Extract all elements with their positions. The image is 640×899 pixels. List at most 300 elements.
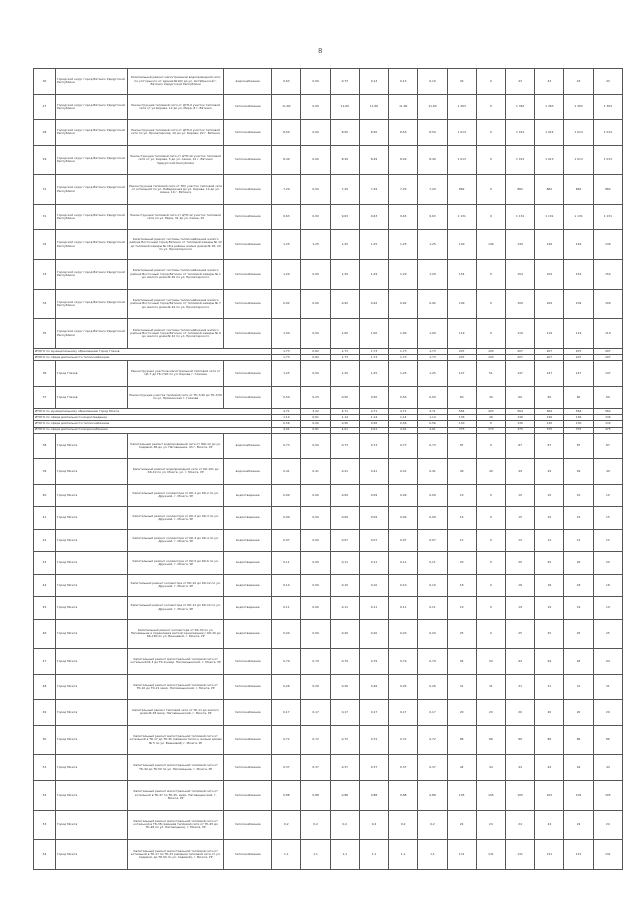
value-cell: 86 (506, 725, 535, 755)
value-cell: 0,73 (330, 433, 359, 459)
value-cell: 8,49 (389, 145, 418, 175)
row-number: 33 (34, 260, 56, 290)
value-cell: 7,29 (389, 175, 418, 205)
value-cell: 18 (447, 574, 476, 596)
value-cell: 0,10 (418, 69, 447, 95)
municipality-cell: Городской округ город Вятинск Удмуртской Республики (56, 289, 128, 319)
value-cell: 11,60 (389, 94, 418, 120)
value-cell: 0,73 (418, 433, 447, 459)
value-cell: 44 (476, 755, 505, 781)
value-cell: 31 (506, 674, 535, 700)
value-cell: 119 (535, 319, 564, 349)
summary-value-cell: 130 (506, 421, 535, 427)
value-cell: 0,09 (389, 484, 418, 506)
value-cell: 147 (447, 361, 476, 387)
value-cell: 1 014 (447, 120, 476, 146)
value-cell: 0 (476, 507, 505, 529)
project-description-cell: Капитальный ремонт коллектора от КК-2 до КК-3 по ул. Дружной, г. Можга, УР (128, 507, 224, 529)
value-cell: 8,49 (272, 145, 301, 175)
utility-type-cell: водоснабжение (224, 459, 272, 485)
value-cell: 0,20 (389, 619, 418, 649)
summary-label: ИТОГО по муниципальному образованию Город Можга (34, 409, 272, 415)
value-cell: 0,00 (301, 619, 330, 649)
value-cell: 0,72 (359, 725, 388, 755)
value-cell: 882 (447, 175, 476, 205)
summary-value-cell: 423 (476, 409, 505, 415)
value-cell: 0,00 (301, 204, 330, 230)
municipality-cell: Город Глазов (56, 386, 128, 408)
value-cell: 0,17 (389, 700, 418, 726)
value-cell: 1,00 (418, 319, 447, 349)
summary-value-cell: 4,01 (330, 427, 359, 433)
utility-type-cell: водоотведение (224, 552, 272, 574)
value-cell: 0,73 (359, 433, 388, 459)
value-cell: 0,37 (272, 755, 301, 781)
row-number: 41 (34, 507, 56, 529)
value-cell: 1 014 (564, 120, 593, 146)
value-cell: 11,60 (418, 94, 447, 120)
table-row (34, 94, 623, 120)
municipality-cell: Город Можга (56, 674, 128, 700)
row-number: 28 (34, 120, 56, 146)
value-cell: 0,00 (301, 289, 330, 319)
value-cell: 1,25 (301, 230, 330, 260)
value-cell: 15 (593, 507, 622, 529)
value-cell: 0 (476, 260, 505, 290)
summary-value-cell: 207 (506, 348, 535, 354)
value-cell: 0,41 (301, 459, 330, 485)
utility-type-cell: теплоснабжение (224, 94, 272, 120)
utility-type-cell: теплоснабжение (224, 120, 272, 146)
summary-label: ИТОГО по сфере деятельности водоотведение (34, 415, 272, 421)
summary-value-cell: 1,73 (389, 355, 418, 361)
value-cell: 0,10 (389, 574, 418, 596)
value-cell: 131 (447, 840, 476, 870)
value-cell: 0,41 (359, 459, 388, 485)
value-cell: 0,79 (418, 649, 447, 675)
value-cell: 94 (564, 649, 593, 675)
value-cell: 1,00 (389, 319, 418, 349)
value-cell: 105 (564, 780, 593, 810)
value-cell: 0,07 (330, 529, 359, 551)
value-cell: 18 (564, 574, 593, 596)
value-cell: 0,17 (330, 700, 359, 726)
summary-value-cell: 1,73 (359, 355, 388, 361)
value-cell: 0,11 (418, 552, 447, 574)
project-description-cell: Капитальный ремонт тепловой сети от ТК-11 до жилого дома № 28 микр. Наговицынский, г. Можга, УР (128, 700, 224, 726)
value-cell: 1 131 (593, 204, 622, 230)
value-cell: 0,41 (389, 459, 418, 485)
utility-type-cell: теплоснабжение (224, 260, 272, 290)
summary-label: ИТОГО по сфере деятельности теплоснабжение (34, 421, 272, 427)
utility-type-cell: теплоснабжение (224, 204, 272, 230)
value-cell: 0,00 (301, 120, 330, 146)
municipality-cell: Город Можга (56, 484, 128, 506)
value-cell: 0,20 (330, 619, 359, 649)
value-cell: 0,92 (359, 289, 388, 319)
municipality-cell: Городской округ город Вятинск Удмуртской Республики (56, 175, 128, 205)
municipality-cell: Город Можга (56, 552, 128, 574)
summary-value-cell: 4,01 (272, 427, 301, 433)
value-cell: 1,29 (330, 260, 359, 290)
summary-value-cell: 1,73 (389, 348, 418, 354)
table-row (34, 840, 623, 870)
value-cell: 0 (476, 574, 505, 596)
value-cell: 20 (447, 552, 476, 574)
value-cell: 0,26 (389, 674, 418, 700)
value-cell: 25 (564, 619, 593, 649)
value-cell: 44 (593, 755, 622, 781)
value-cell: 12 (564, 529, 593, 551)
value-cell: 87 (535, 433, 564, 459)
value-cell: 149 (506, 230, 535, 260)
value-cell: 0,09 (272, 484, 301, 506)
value-cell: 0,13 (389, 69, 418, 95)
value-cell: 147 (535, 361, 564, 387)
summary-value-cell: 3,22 (301, 409, 330, 415)
value-cell: 0,50 (272, 386, 301, 408)
summary-value-cell: 1,14 (389, 415, 418, 421)
utility-type-cell: теплоснабжение (224, 755, 272, 781)
value-cell: 1,00 (330, 319, 359, 349)
value-cell: 1 131 (564, 204, 593, 230)
value-cell: 19 (564, 597, 593, 619)
value-cell: 0 (476, 433, 505, 459)
utility-type-cell: теплоснабжение (224, 649, 272, 675)
value-cell: 0,88 (359, 780, 388, 810)
row-number: 30 (34, 69, 56, 95)
value-cell: 0,2 (301, 810, 330, 840)
value-cell: 1,1 (389, 840, 418, 870)
table-row (34, 810, 623, 840)
page-number: 8 (318, 47, 323, 55)
municipality-cell: Город Можга (56, 725, 128, 755)
summary-value-cell: 375 (593, 427, 622, 433)
summary-value-cell: 564 (564, 409, 593, 415)
value-cell: 20 (593, 552, 622, 574)
summary-value-cell: 0,56 (418, 421, 447, 427)
value-cell: 0,11 (272, 597, 301, 619)
row-number: 31 (34, 204, 56, 230)
value-cell: 149 (535, 230, 564, 260)
project-description-cell: Капитальный ремонт магистральной тепловой сети от котельной в ТК-17 до ТК-45 (заменяя тепло к жилым домам № 5 по ул. Вишневой) г. Можга, УР (128, 725, 224, 755)
value-cell: 0 (476, 289, 505, 319)
value-cell: 43 (564, 69, 593, 95)
value-cell: 131 (564, 840, 593, 870)
summary-value-cell: 4,71 (418, 409, 447, 415)
value-cell: 20 (535, 700, 564, 726)
project-description-cell: Капитальный ремонт системы теплоснабжения жилого района Восточный город Вятинск от тепловой камеры № 6 до жилого дома № 42 по ул. Пролетарского (128, 319, 224, 349)
value-cell: 1 363 (447, 94, 476, 120)
value-cell: 0,2 (272, 810, 301, 840)
project-description-cell: Капитальный ремонт магистральной тепловой сети от ТК-10 до ТК-21 микр. Наговицынский, г. Можга, УР (128, 674, 224, 700)
value-cell: 0,11 (359, 552, 388, 574)
value-cell: 19 (506, 597, 535, 619)
value-cell: 0,25 (301, 386, 330, 408)
utility-type-cell: теплоснабжение (224, 810, 272, 840)
value-cell: 0,13 (359, 69, 388, 95)
project-description-cell: Реконструкция тепловой сети от ЦТП-9 участок тепловой сети по ул. Пролетарская, 10 до ул. Кирова, 20 г. Вятинск (128, 120, 224, 146)
row-number: 35 (34, 319, 56, 349)
summary-value-cell: 4,71 (359, 409, 388, 415)
summary-value-cell: 375 (535, 427, 564, 433)
value-cell: 12 (535, 529, 564, 551)
utility-type-cell: водоотведение (224, 507, 272, 529)
summary-value-cell: 207 (593, 348, 622, 354)
table-row (34, 619, 623, 649)
table-row (34, 69, 623, 95)
value-cell: 1 363 (535, 94, 564, 120)
value-cell: 0,2 (330, 810, 359, 840)
summary-label: ИТОГО по муниципальному образованию Город Глазов (34, 348, 272, 354)
value-cell: 1,00 (272, 319, 301, 349)
value-cell: 149 (564, 230, 593, 260)
project-description-cell: Капитальный ремонт магистральной тепловой сети от котельной в ТК-38 (заменяя тепловой сети от ТК-45 до ТК-48 по ул. Наговицына), г. Можга, УР (128, 810, 224, 840)
value-cell: 0,00 (301, 145, 330, 175)
summary-value-cell: 136 (506, 415, 535, 421)
value-cell: 109 (535, 289, 564, 319)
project-description-cell: Реконструкция участка тепловой сети от ТК-7/20 до ТК-7/20 по ул. Пряжинская г. Глазова (128, 386, 224, 408)
summary-value-cell: 136 (447, 415, 476, 421)
value-cell: 0,79 (301, 649, 330, 675)
value-cell: 43 (447, 69, 476, 95)
value-cell: 154 (447, 260, 476, 290)
value-cell: 0,72 (418, 725, 447, 755)
value-cell: 0,37 (301, 755, 330, 781)
project-description-cell: Капитальный ремонт системы теплоснабжения жилого района Восточный город Вятинск от тепловой камеры № 12 до тепловой камеры № 18 в районе жилых домов № 18, 20 по ул. Пролетарского (128, 230, 224, 260)
table-row (34, 120, 623, 146)
value-cell: 8,49 (359, 145, 388, 175)
value-cell: 1 013 (447, 145, 476, 175)
value-cell: 8,50 (389, 120, 418, 146)
project-description-cell: Капитальный ремонт системы теплоснабжения жилого района Восточный город Вятинск от тепловой камеры № 7 до жилого дома № 44 по ул. Пролетарского (128, 289, 224, 319)
summary-value-cell: 0,82 (301, 355, 330, 361)
value-cell: 1 014 (506, 120, 535, 146)
value-cell: 94 (506, 649, 535, 675)
row-number: 27 (34, 94, 56, 120)
municipality-cell: Город Можга (56, 780, 128, 810)
value-cell: 15 (564, 507, 593, 529)
value-cell: 131 (535, 840, 564, 870)
utility-type-cell: теплоснабжение (224, 386, 272, 408)
value-cell: 0,07 (359, 529, 388, 551)
utility-type-cell: теплоснабжение (224, 780, 272, 810)
value-cell: 87 (447, 433, 476, 459)
summary-value-cell: 0,56 (389, 421, 418, 427)
summary-value-cell: 136 (564, 415, 593, 421)
row-number: 46 (34, 619, 56, 649)
utility-type-cell: водоотведение (224, 484, 272, 506)
value-cell: 20 (506, 700, 535, 726)
summary-value-cell: 0 (476, 421, 505, 427)
municipality-cell: Городской округ город Вятинск Удмуртской Республики (56, 260, 128, 290)
value-cell: 882 (535, 175, 564, 205)
municipality-cell: Городской округ город Вятинск Удмуртской Республики (56, 204, 128, 230)
value-cell: 1 013 (506, 145, 535, 175)
value-cell: 0,00 (301, 574, 330, 596)
value-cell: 87 (564, 433, 593, 459)
value-cell: 20 (593, 700, 622, 726)
value-cell: 0,37 (418, 755, 447, 781)
value-cell: 154 (535, 260, 564, 290)
value-cell: 105 (535, 780, 564, 810)
value-cell: 0,09 (359, 507, 388, 529)
value-cell: 60 (447, 386, 476, 408)
summary-value-cell: 0,61 (301, 415, 330, 421)
utility-type-cell: теплоснабжение (224, 175, 272, 205)
value-cell: 11,60 (330, 94, 359, 120)
value-cell: 1,1 (330, 840, 359, 870)
summary-value-cell: 207 (564, 348, 593, 354)
summary-value-cell: 130 (447, 421, 476, 427)
value-cell: 131 (506, 840, 535, 870)
summary-value-cell: 4,71 (272, 409, 301, 415)
value-cell: 60 (506, 386, 535, 408)
value-cell: 0,17 (301, 700, 330, 726)
project-description-cell: Капитальный ремонт коллектора от КК-3 до КК-4 по ул. Дружной, г. Можга, УР (128, 529, 224, 551)
value-cell: 0,09 (330, 507, 359, 529)
summary-value-cell: 103 (476, 348, 505, 354)
value-cell: 1 131 (535, 204, 564, 230)
value-cell: 154 (506, 260, 535, 290)
value-cell: 0,07 (272, 529, 301, 551)
value-cell: 20 (564, 700, 593, 726)
value-cell: 9,63 (418, 204, 447, 230)
utility-type-cell: теплоснабжение (224, 725, 272, 755)
value-cell: 49 (535, 459, 564, 485)
row-number: 51 (34, 755, 56, 781)
municipality-cell: Город Можга (56, 840, 128, 870)
value-cell: 0,09 (272, 507, 301, 529)
value-cell: 49 (593, 459, 622, 485)
project-description-cell: Капитальный ремонт магистральной тепловой сети от ТК-40 до ТК-50 по ул. Наговицына, г. Можга, УР (128, 755, 224, 781)
table-row (34, 145, 623, 175)
value-cell: 60 (564, 386, 593, 408)
table-row (34, 674, 623, 700)
municipality-cell: Город Можга (56, 755, 128, 781)
table-row (34, 755, 623, 781)
value-cell: 0,50 (359, 386, 388, 408)
value-cell: 0,17 (359, 700, 388, 726)
value-cell: 0,11 (389, 552, 418, 574)
value-cell: 0,73 (389, 433, 418, 459)
project-description-cell: Капитальный ремонт водопроводной сети от ЖК-12 до ул. Садовой, 86 до ул. Наговицына, 43 г. Можга, УР (128, 433, 224, 459)
value-cell: 147 (564, 361, 593, 387)
table-row (34, 175, 623, 205)
value-cell: 0,00 (301, 175, 330, 205)
value-cell: 1,25 (330, 361, 359, 387)
value-cell: 0,88 (418, 780, 447, 810)
value-cell: 147 (506, 361, 535, 387)
value-cell: 7,29 (418, 175, 447, 205)
value-cell: 25 (593, 619, 622, 649)
municipality-cell: Город Можга (56, 459, 128, 485)
value-cell: 0,50 (418, 386, 447, 408)
value-cell: 109 (447, 289, 476, 319)
value-cell: 15 (447, 507, 476, 529)
municipality-cell: Город Можга (56, 529, 128, 551)
value-cell: 119 (447, 319, 476, 349)
value-cell: 0,00 (301, 361, 330, 387)
value-cell: 25 (447, 619, 476, 649)
value-cell: 0,63 (272, 69, 301, 95)
summary-value-cell: 4,71 (389, 409, 418, 415)
value-cell: 94 (593, 649, 622, 675)
value-cell: 94 (447, 649, 476, 675)
project-description-cell: Капитальный ремонт коллектора от КК-5 до КК-6 по ул. Дружной, г. Можга, УР (128, 552, 224, 574)
project-description-cell: Капитальный ремонт коллектора от КК-12 до КК-14 по ул. Дружной, г. Можга, УР (128, 597, 224, 619)
summary-value-cell: 375 (447, 427, 476, 433)
value-cell: 0,92 (330, 289, 359, 319)
table-row (34, 552, 623, 574)
value-cell: 1 013 (564, 145, 593, 175)
project-description-cell: Реконструкция тепловой сети от ТРС участок тепловой сети от котельной по ул. Набережная до ул. Кирова, 14 до ул. Азина, 19 г. Вятинск (128, 175, 224, 205)
summary-value-cell: 4,71 (330, 409, 359, 415)
value-cell: 1,1 (301, 840, 330, 870)
value-cell: 0,11 (418, 597, 447, 619)
value-cell: 12 (506, 529, 535, 551)
value-cell: 1,25 (389, 230, 418, 260)
value-cell: 11,60 (359, 94, 388, 120)
value-cell: 44 (564, 755, 593, 781)
value-cell: 86 (535, 725, 564, 755)
utility-type-cell: теплоснабжение (224, 700, 272, 726)
value-cell: 0,00 (301, 484, 330, 506)
row-number: 50 (34, 725, 56, 755)
project-description-cell: Реконструкция тепловой сети от ЦТП-12 участок тепловой сети по ул. Мира, 32 до ул. Азина, 10 (128, 204, 224, 230)
value-cell: 20 (564, 552, 593, 574)
value-cell: 0,07 (389, 529, 418, 551)
value-cell: 49 (447, 459, 476, 485)
value-cell: 105 (506, 780, 535, 810)
value-cell: 1,1 (418, 840, 447, 870)
value-cell: 0,09 (359, 484, 388, 506)
summary-value-cell: 207 (447, 355, 476, 361)
value-cell: 0,50 (330, 386, 359, 408)
value-cell: 8,50 (359, 120, 388, 146)
capital-repair-program-table (33, 68, 623, 870)
summary-value-cell: 1,73 (418, 348, 447, 354)
value-cell: 0,10 (272, 574, 301, 596)
project-description-cell: Реконструкция участков магистральной тепловой сети от ЦТ-7 до ТК-7/20 по ул. Кирова г. Глазова (128, 361, 224, 387)
municipality-cell: Городской округ город Вятинск Удмуртской Республики (56, 69, 128, 95)
utility-type-cell: теплоснабжение (224, 674, 272, 700)
value-cell: 0,00 (301, 433, 330, 459)
value-cell: 31 (476, 674, 505, 700)
project-description-cell: Капитальный ремонт водопроводной сети от КК-101 до КК-10 по ул. Можга, ул. г. Можга, УР (128, 459, 224, 485)
value-cell: 105 (476, 780, 505, 810)
utility-type-cell: теплоснабжение (224, 319, 272, 349)
municipality-cell: Город Можга (56, 700, 128, 726)
value-cell: 882 (593, 175, 622, 205)
municipality-cell: Город Можга (56, 810, 128, 840)
value-cell: 131 (476, 840, 505, 870)
value-cell: 0,2 (389, 810, 418, 840)
value-cell: 8,49 (330, 145, 359, 175)
value-cell: 1,25 (272, 230, 301, 260)
value-cell: 0,41 (272, 459, 301, 485)
municipality-cell: Город Можга (56, 433, 128, 459)
value-cell: 0,88 (272, 780, 301, 810)
value-cell: 0,37 (389, 755, 418, 781)
value-cell: 0,79 (359, 649, 388, 675)
table-row (34, 507, 623, 529)
summary-value-cell: 1,73 (272, 348, 301, 354)
value-cell: 9,63 (389, 204, 418, 230)
value-cell: 24 (447, 810, 476, 840)
value-cell: 0,26 (359, 674, 388, 700)
value-cell: 7,29 (272, 175, 301, 205)
